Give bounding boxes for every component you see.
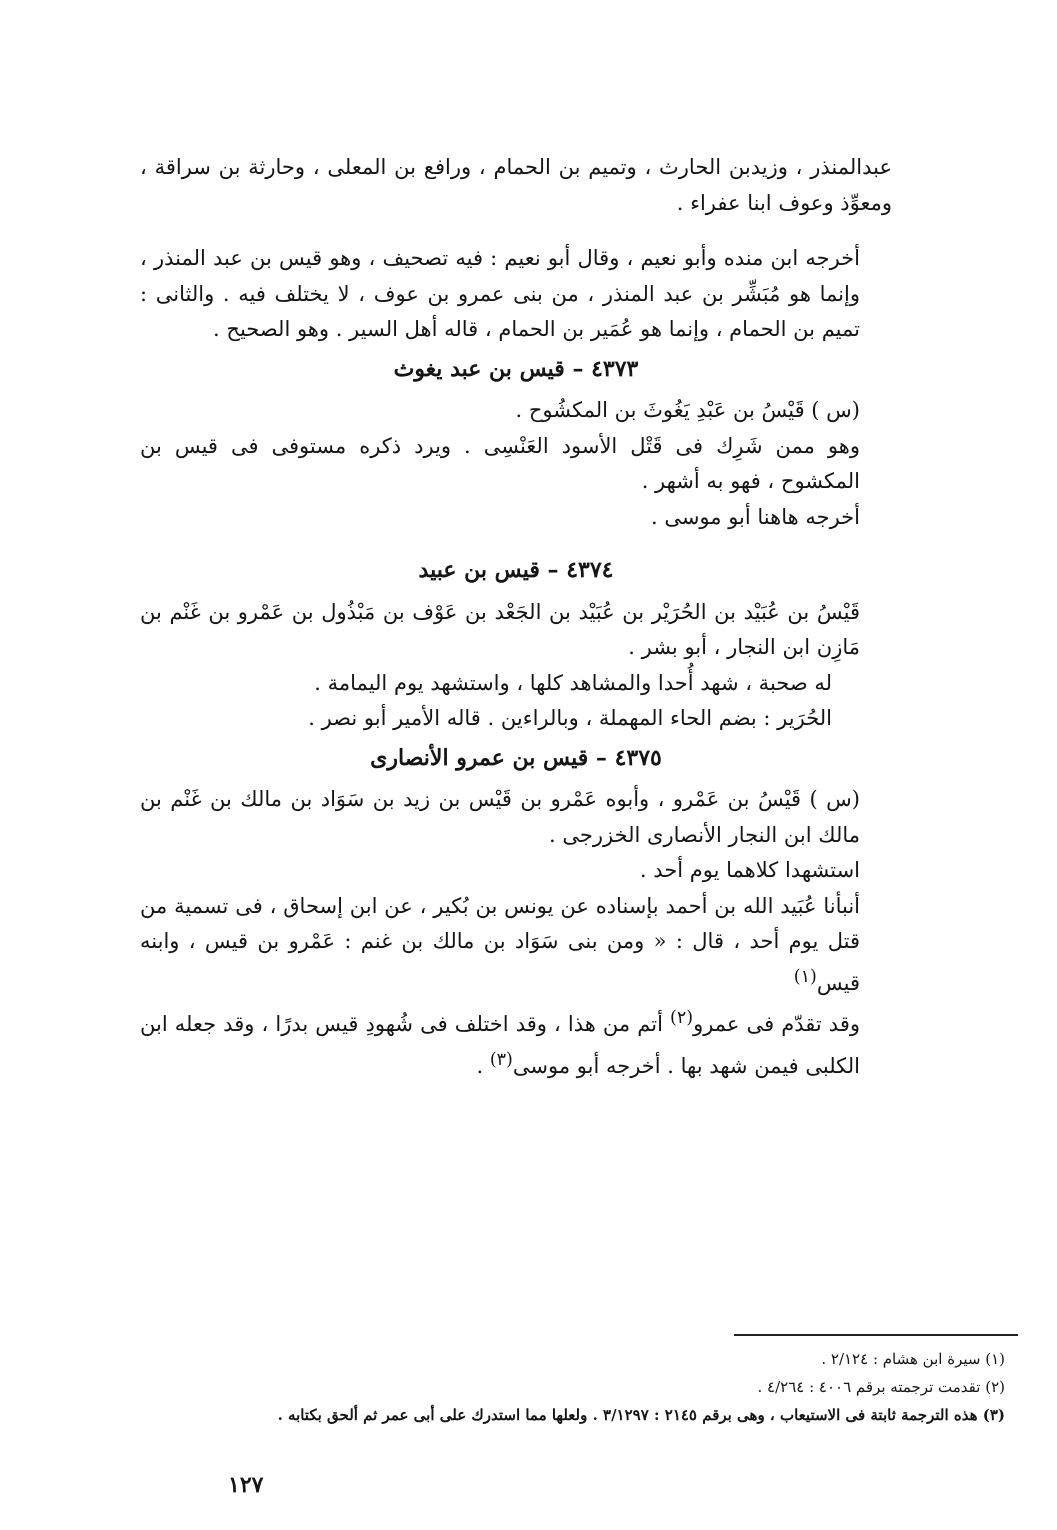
lineage-4374: قَيْسُ بن عُبَيْد بن الحُرَيْر بن عُبَيْد بن الجَعْد بن عَوْف بن مَبْذُول بن عَمْرو بن غَنْم بن مَازِن ابن النجار ، أبو بشر . [140, 599, 861, 659]
page-number: ١٢٧ [228, 1472, 264, 1498]
footnote-ref-2: (٢) [670, 1008, 694, 1028]
footnote-separator [734, 1334, 1018, 1336]
entry-heading-4375: ٤٣٧٥ – قيس بن عمرو الأنصارى [370, 744, 662, 771]
source-4373: أخرجه هاهنا أبو موسى . [650, 504, 860, 529]
footnotes [195, 1345, 1005, 1429]
footnote-ref-1: (١) [793, 966, 817, 987]
footnote-text: هذه الترجمة ثابتة فى الاستيعاب ، وهى برقم ٢١٤٥ : ٣/١٢٩٧ . ولعلها مما استدرك على أبى عمر ثم ألحق بكتابه . [277, 1406, 978, 1424]
footnote-2 [195, 1373, 1005, 1401]
main-text [140, 150, 892, 1084]
lineage-4375: (س ) قَيْسُ بن عَمْرو ، وأبوه عَمْرو بن قَيْس بن زيد بن سَوَاد بن مالك بن غَنْم بن مالك ابن النجار الأنصارى الخزرجى . [140, 787, 860, 847]
continuation-text-b: أتم من هذا ، وقد اختلف فى شُهودِ قيس بدرًا ، وقد جعله ابن الكلبى فيمن شهد بها . أخرجه أبو موسى [140, 1012, 860, 1078]
note-4374: الحُرَير : بضم الحاء المهملة ، وبالراءين . قاله الأمير أبو نصر . [308, 706, 832, 730]
footnote-1 [195, 1345, 1005, 1373]
narration-4375 [140, 889, 892, 1002]
text-4373: وهو ممن شَرِك فى قَتْل الأسود العَنْسِى . ويرد ذكره مستوفى فى قيس بن المكشوح ، فهو به أشهر . [140, 433, 860, 493]
continuation-4375 [140, 1001, 892, 1084]
continuation-end: . [476, 1053, 490, 1078]
footnote-ref-3: (٣) [489, 1049, 513, 1070]
companionship-4374: له صحبة ، شهد أُحدا والمشاهد كلها ، واستشهد يوم اليمامة . [314, 670, 832, 695]
footnote-text: سيرة ابن هشام : ٢/١٢٤ . [821, 1350, 981, 1368]
lineage-4373: (س ) قَيْسُ بن عَبْدِ يَغُوثَ بن المكشُوح . [515, 398, 860, 422]
entry-heading-4373: ٤٣٧٣ – قيس بن عبد يغوث [393, 355, 639, 382]
entry-heading-4374: ٤٣٧٤ – قيس بن عبيد [418, 557, 614, 583]
intro-paragraph: عبدالمنذر ، وزيدبن الحارث ، وتميم بن الحمام ، ورافع بن المعلى ، وحارثة بن سراقة ، ومعوِّذ وعوف ابنا عفراء . [140, 155, 892, 215]
narration-text: أنبأنا عُبَيد الله بن أحمد بإسناده عن يونس بن بُكير ، عن ابن إسحاق ، فى تسمية من قتل يوم أحد ، قال : « ومن بنى سَوَاد بن مالك بن غنم : عَمْرو بن قيس ، وابنه قيس [140, 893, 860, 995]
footnote-text: تقدمت ترجمته برقم ٤٠٠٦ : ٤/٢٦٤ . [757, 1378, 981, 1396]
footnote-marker: (٢) [985, 1378, 1005, 1396]
martyrdom-4375: استشهدا كلاهما يوم أحد . [639, 858, 860, 882]
footnote-marker: (١) [985, 1350, 1005, 1368]
footnote-3 [195, 1401, 1005, 1429]
footnote-marker: (٣) [982, 1406, 1005, 1424]
source-paragraph: أخرجه ابن منده وأبو نعيم ، وقال أبو نعيم : فيه تصحيف ، وهو قيس بن عبد المنذر ، وإنما هو مُبَشِّر بن عبد المنذر ، من بنى عمرو بن عوف ، لا يختلف فيه . والثانى : تميم بن الحمام ، وإنما هو عُمَير بن الحمام ، قاله أهل السير . وهو الصحيح . [140, 246, 860, 341]
continuation-text-a: وقد تقدّم فى عمرو [693, 1012, 860, 1036]
